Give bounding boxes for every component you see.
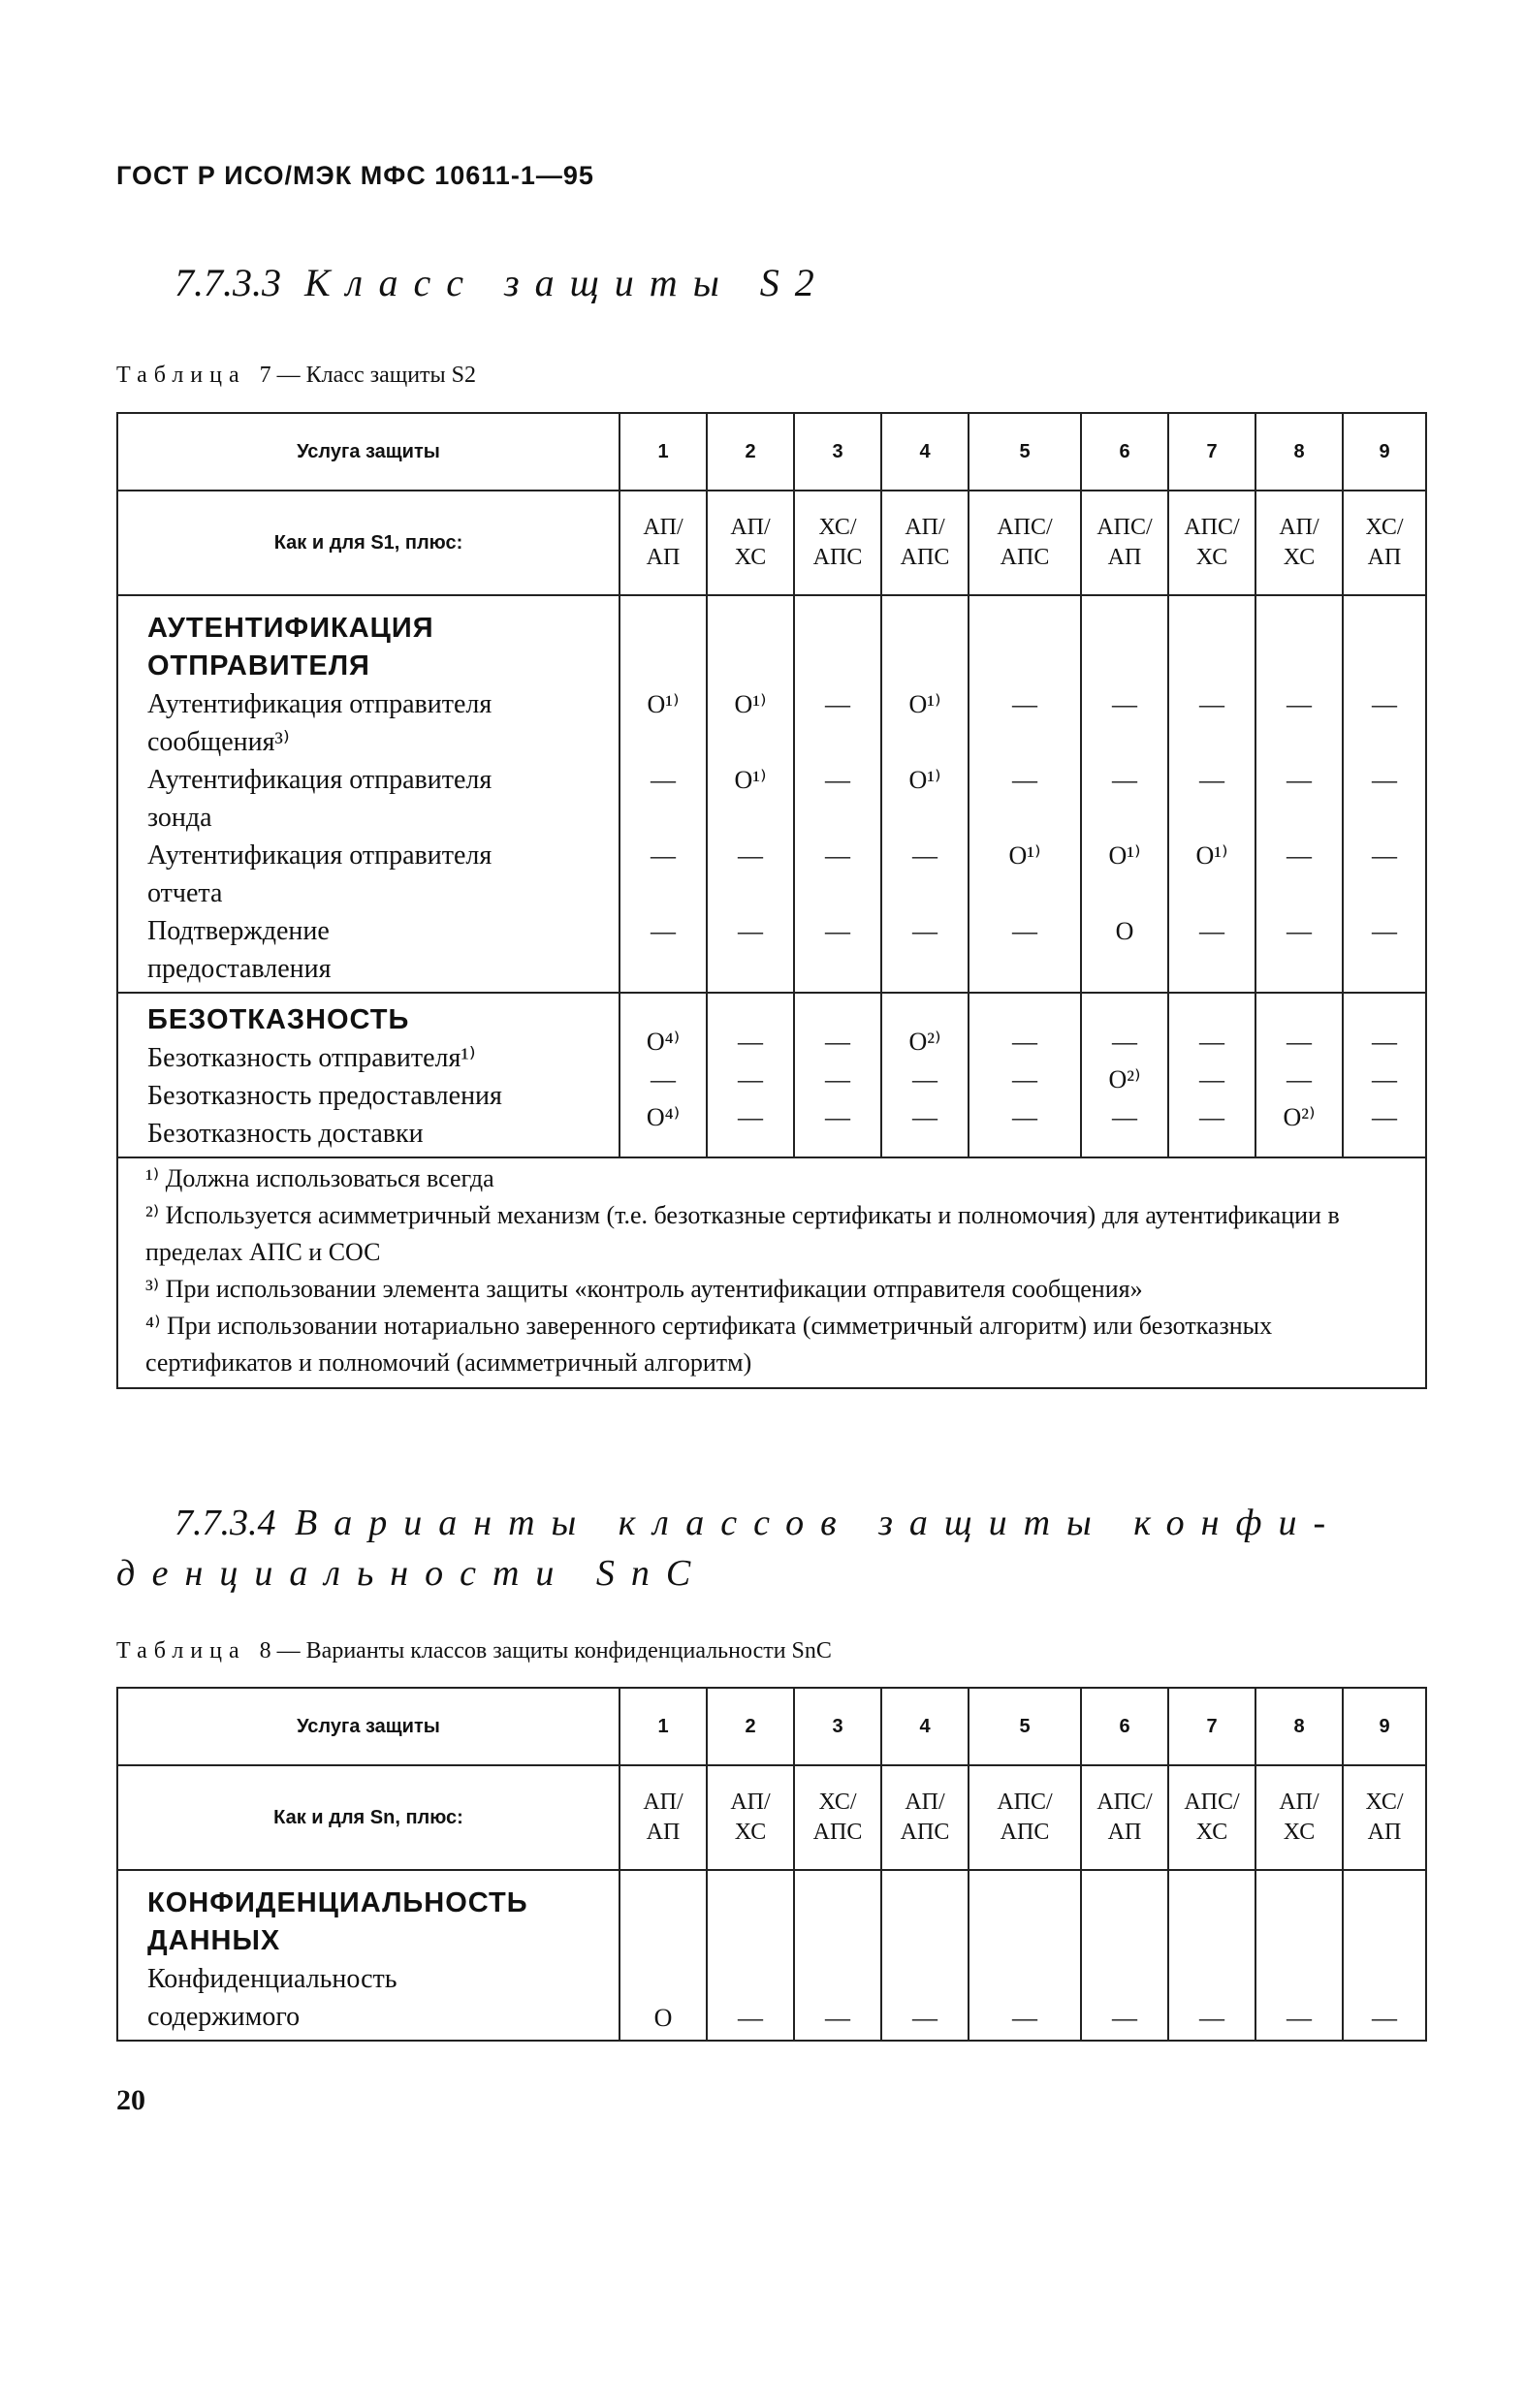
col-number-2: 2 bbox=[707, 413, 794, 491]
col-subheader-4 bbox=[881, 1765, 969, 1870]
subheader-line: ХС/ bbox=[818, 1790, 857, 1815]
value-cell: — bbox=[1287, 766, 1312, 794]
subheader-line: АП/ bbox=[1279, 515, 1319, 540]
col-subheader-2 bbox=[707, 491, 794, 595]
value-cell: — bbox=[651, 1065, 676, 1093]
row-label-line: БЕЗОТКАЗНОСТЬ bbox=[147, 1004, 410, 1035]
value-cell: — bbox=[1372, 1103, 1397, 1131]
table7-notes bbox=[117, 1157, 1426, 1388]
subheader-line: ХС bbox=[1195, 1820, 1228, 1845]
value-cell: — bbox=[738, 1103, 763, 1131]
table7-subheader-row bbox=[117, 491, 1426, 595]
table8-head-label: Услуга защиты bbox=[117, 1688, 620, 1765]
subheader-line: ХС bbox=[734, 1820, 767, 1845]
row-label-line: Безотказность доставки bbox=[147, 1119, 424, 1149]
col-subheader-9 bbox=[1343, 1765, 1426, 1870]
value-cell: — bbox=[825, 766, 850, 794]
value-column-1 bbox=[620, 595, 707, 993]
value-cell: — bbox=[912, 1065, 937, 1093]
subheader-line: АПС bbox=[900, 1820, 950, 1845]
subheader-line: АП/ bbox=[1279, 1790, 1319, 1815]
value-cell: О¹⁾ bbox=[1108, 841, 1141, 870]
subheader-line: АПС bbox=[1000, 545, 1050, 570]
subheader-line: АП/ bbox=[643, 1790, 683, 1815]
subheader-line: АП bbox=[646, 545, 681, 570]
value-cell: — bbox=[1287, 2004, 1312, 2032]
value-cell: — bbox=[1199, 690, 1224, 718]
row-label-line: Конфиденциальность bbox=[147, 1964, 397, 1994]
col-subheader-6 bbox=[1081, 491, 1168, 595]
subheader-line: АПС bbox=[812, 1820, 863, 1845]
value-column-3 bbox=[794, 595, 881, 993]
col-number-8: 8 bbox=[1255, 1688, 1343, 1765]
col-subheader-3 bbox=[794, 491, 881, 595]
value-column-5 bbox=[969, 595, 1081, 993]
value-column-5 bbox=[969, 1870, 1081, 2041]
subheader-line: АП/ bbox=[643, 515, 683, 540]
subheader-line: АПС/ bbox=[1096, 515, 1153, 540]
subheader-line: АП/ bbox=[905, 515, 945, 540]
value-cell: — bbox=[1199, 917, 1224, 945]
footnote-1: ¹⁾ Должна использоваться всегда bbox=[145, 1164, 494, 1192]
row-label-line: Безотказность отправителя¹⁾ bbox=[147, 1043, 476, 1073]
row-label-line: Аутентификация отправителя bbox=[147, 840, 492, 871]
value-cell: — bbox=[1372, 1065, 1397, 1093]
value-cell: — bbox=[738, 841, 763, 870]
value-column-4 bbox=[881, 595, 969, 993]
value-column-4 bbox=[881, 1870, 969, 2041]
subheader-line: АП bbox=[646, 1820, 681, 1845]
value-column-9 bbox=[1343, 595, 1426, 993]
subheader-line: АП bbox=[1367, 545, 1402, 570]
col-number-1: 1 bbox=[620, 413, 707, 491]
row-label-line: сообщения³⁾ bbox=[147, 727, 290, 757]
col-subheader-6 bbox=[1081, 1765, 1168, 1870]
value-cell: — bbox=[651, 766, 676, 794]
table7-notes-row bbox=[117, 1157, 1426, 1388]
value-column-2 bbox=[707, 1870, 794, 2041]
subheader-line: АП/ bbox=[730, 1790, 771, 1815]
subheader-line: АП bbox=[1107, 1820, 1142, 1845]
value-cell: — bbox=[1012, 766, 1037, 794]
col-subheader-3 bbox=[794, 1765, 881, 1870]
subheader-line: ХС bbox=[1283, 545, 1316, 570]
value-column-6 bbox=[1081, 595, 1168, 993]
subheader-line: АП/ bbox=[730, 515, 771, 540]
col-number-3: 3 bbox=[794, 413, 881, 491]
subheader-line: АПС/ bbox=[997, 1790, 1053, 1815]
subheader-line: АП/ bbox=[905, 1790, 945, 1815]
value-cell: — bbox=[825, 1103, 850, 1131]
value-column-1 bbox=[620, 993, 707, 1157]
subheader-line: АП bbox=[1367, 1820, 1402, 1845]
value-column-9 bbox=[1343, 993, 1426, 1157]
value-cell: — bbox=[825, 2004, 850, 2032]
table7-header-row bbox=[117, 413, 1426, 491]
value-cell: — bbox=[1199, 1065, 1224, 1093]
value-cell: О bbox=[1115, 917, 1134, 945]
value-cell: — bbox=[1372, 1028, 1397, 1056]
value-cell: О⁴⁾ bbox=[646, 1103, 681, 1131]
section-title-line1: Варианты классов защиты конфи- bbox=[295, 1503, 1343, 1543]
value-cell: — bbox=[1287, 917, 1312, 945]
col-number-4: 4 bbox=[881, 413, 969, 491]
table7-group-nonrepudiation bbox=[117, 993, 1426, 1157]
value-column-6 bbox=[1081, 993, 1168, 1157]
value-column-3 bbox=[794, 993, 881, 1157]
value-column-7 bbox=[1168, 595, 1255, 993]
subheader-line: АП bbox=[1107, 545, 1142, 570]
value-cell: — bbox=[738, 1028, 763, 1056]
value-cell: — bbox=[738, 917, 763, 945]
value-cell: — bbox=[1012, 1065, 1037, 1093]
col-subheader-1 bbox=[620, 1765, 707, 1870]
value-cell: — bbox=[1372, 917, 1397, 945]
value-cell: — bbox=[1112, 1103, 1137, 1131]
col-number-5: 5 bbox=[969, 1688, 1081, 1765]
value-cell: — bbox=[651, 841, 676, 870]
row-label-line: ДАННЫХ bbox=[147, 1925, 281, 1956]
section-title: Класс защиты S2 bbox=[304, 261, 830, 304]
subheader-line: АПС bbox=[812, 545, 863, 570]
value-cell: — bbox=[1199, 766, 1224, 794]
subheader-line: АПС/ bbox=[1096, 1790, 1153, 1815]
col-subheader-2 bbox=[707, 1765, 794, 1870]
row-label-line: зонда bbox=[147, 803, 212, 833]
value-cell: — bbox=[1012, 690, 1037, 718]
value-cell: — bbox=[1372, 2004, 1397, 2032]
row-label-line: АУТЕНТИФИКАЦИЯ bbox=[147, 613, 434, 644]
col-number-1: 1 bbox=[620, 1688, 707, 1765]
value-cell: — bbox=[738, 1065, 763, 1093]
value-column-2 bbox=[707, 595, 794, 993]
value-cell: — bbox=[1287, 1065, 1312, 1093]
col-number-6: 6 bbox=[1081, 1688, 1168, 1765]
value-cell: О²⁾ bbox=[1283, 1103, 1316, 1131]
col-subheader-7 bbox=[1168, 1765, 1255, 1870]
subheader-line: ХС bbox=[1283, 1820, 1316, 1845]
footnote-2: ²⁾ Используется асимметричный механизм (т.е. безотказные сертификаты и полномочия) для аутентификации в пределах АПС и СОС bbox=[145, 1201, 1340, 1266]
col-subheader-5 bbox=[969, 1765, 1081, 1870]
value-cell: — bbox=[825, 917, 850, 945]
value-cell: О²⁾ bbox=[1108, 1065, 1141, 1093]
col-subheader-9 bbox=[1343, 491, 1426, 595]
subheader-line: ХС bbox=[734, 545, 767, 570]
table8-header-row bbox=[117, 1688, 1426, 1765]
value-cell: О¹⁾ bbox=[1195, 841, 1228, 870]
col-number-7: 7 bbox=[1168, 1688, 1255, 1765]
table8-subheader-row bbox=[117, 1765, 1426, 1870]
value-cell: — bbox=[1112, 1028, 1137, 1056]
value-cell: — bbox=[1287, 1028, 1312, 1056]
subheader-line: АПС bbox=[1000, 1820, 1050, 1845]
caption-word: Таблица bbox=[116, 363, 246, 388]
subheader-line: ХС/ bbox=[1365, 1790, 1404, 1815]
value-cell: — bbox=[1199, 1028, 1224, 1056]
value-cell: — bbox=[825, 1065, 850, 1093]
row-label-line: содержимого bbox=[147, 2002, 301, 2032]
table8-group1-label bbox=[117, 1870, 620, 2041]
value-cell: — bbox=[912, 841, 937, 870]
table7-sub-label: Как и для S1, плюс: bbox=[117, 491, 620, 595]
table7-group2-label bbox=[117, 993, 620, 1157]
value-column-8 bbox=[1255, 1870, 1343, 2041]
row-label-line: Подтверждение bbox=[147, 916, 330, 946]
value-cell: О¹⁾ bbox=[647, 690, 680, 718]
col-subheader-4 bbox=[881, 491, 969, 595]
value-cell: — bbox=[1372, 766, 1397, 794]
value-cell: О⁴⁾ bbox=[646, 1028, 681, 1056]
footnote-4: ⁴⁾ При использовании нотариально заверенного сертификата (симметричный алгоритм) или безотказных сертификатов и полномочий (асимметричный алгоритм) bbox=[145, 1312, 1273, 1377]
value-cell: — bbox=[912, 2004, 937, 2032]
value-column-8 bbox=[1255, 993, 1343, 1157]
row-label-line: предоставления bbox=[147, 954, 332, 984]
table8-group-confidentiality bbox=[117, 1870, 1426, 2041]
value-column-7 bbox=[1168, 993, 1255, 1157]
value-cell: — bbox=[825, 841, 850, 870]
value-column-5 bbox=[969, 993, 1081, 1157]
col-number-7: 7 bbox=[1168, 413, 1255, 491]
table7-head-label: Услуга защиты bbox=[117, 413, 620, 491]
value-cell: — bbox=[738, 2004, 763, 2032]
row-label-line: КОНФИДЕНЦИАЛЬНОСТЬ bbox=[147, 1887, 528, 1918]
value-column-3 bbox=[794, 1870, 881, 2041]
value-cell: — bbox=[1372, 841, 1397, 870]
value-cell: — bbox=[1012, 917, 1037, 945]
footnote-3: ³⁾ При использовании элемента защиты «контроль аутентификации отправителя сообщения» bbox=[145, 1275, 1143, 1303]
subheader-line: АПС/ bbox=[997, 515, 1053, 540]
subheader-line: АПС/ bbox=[1184, 1790, 1240, 1815]
col-number-9: 9 bbox=[1343, 413, 1426, 491]
value-cell: — bbox=[1112, 2004, 1137, 2032]
value-cell: О¹⁾ bbox=[734, 766, 767, 794]
value-column-6 bbox=[1081, 1870, 1168, 2041]
col-subheader-5 bbox=[969, 491, 1081, 595]
caption-word: Таблица bbox=[116, 1638, 246, 1663]
value-column-7 bbox=[1168, 1870, 1255, 2041]
value-cell: — bbox=[1012, 1103, 1037, 1131]
col-number-9: 9 bbox=[1343, 1688, 1426, 1765]
col-subheader-8 bbox=[1255, 491, 1343, 595]
col-number-6: 6 bbox=[1081, 413, 1168, 491]
value-cell: — bbox=[912, 1103, 937, 1131]
value-cell: — bbox=[1012, 1028, 1037, 1056]
col-number-8: 8 bbox=[1255, 413, 1343, 491]
value-cell: О bbox=[653, 2004, 673, 2032]
section-number: 7.7.3.3 bbox=[175, 261, 281, 304]
page-number: 20 bbox=[116, 2084, 145, 2116]
value-cell: О¹⁾ bbox=[908, 766, 941, 794]
value-column-4 bbox=[881, 993, 969, 1157]
value-cell: — bbox=[1199, 2004, 1224, 2032]
caption-text: 8 — Варианты классов защиты конфиденциальности SnC bbox=[259, 1638, 832, 1663]
subheader-line: ХС bbox=[1195, 545, 1228, 570]
col-subheader-1 bbox=[620, 491, 707, 595]
value-cell: — bbox=[1112, 766, 1137, 794]
table8-caption bbox=[116, 1638, 832, 1664]
value-cell: О¹⁾ bbox=[908, 690, 941, 718]
value-column-1 bbox=[620, 1870, 707, 2041]
value-column-8 bbox=[1255, 595, 1343, 993]
row-label-line: отчета bbox=[147, 878, 223, 908]
value-cell: О¹⁾ bbox=[1008, 841, 1041, 870]
section-title-line2: денциальности SnC bbox=[116, 1553, 708, 1594]
value-cell: — bbox=[651, 917, 676, 945]
col-number-3: 3 bbox=[794, 1688, 881, 1765]
section-heading-s2 bbox=[175, 260, 830, 305]
subheader-line: ХС/ bbox=[1365, 515, 1404, 540]
value-cell: — bbox=[1112, 690, 1137, 718]
caption-text: 7 — Класс защиты S2 bbox=[259, 363, 477, 388]
value-cell: — bbox=[825, 690, 850, 718]
section-heading-snc bbox=[116, 1498, 1343, 1599]
value-cell: — bbox=[1287, 690, 1312, 718]
subheader-line: АПС bbox=[900, 545, 950, 570]
table7 bbox=[116, 412, 1427, 1389]
value-cell: — bbox=[825, 1028, 850, 1056]
table7-caption bbox=[116, 363, 476, 389]
row-label-line: Аутентификация отправителя bbox=[147, 765, 492, 795]
table8 bbox=[116, 1687, 1427, 2042]
value-cell: — bbox=[1287, 841, 1312, 870]
value-cell: — bbox=[912, 917, 937, 945]
value-cell: — bbox=[1012, 2004, 1037, 2032]
document-header: ГОСТ Р ИСО/МЭК МФС 10611-1—95 bbox=[116, 161, 594, 190]
table7-group1-label bbox=[117, 595, 620, 993]
col-number-2: 2 bbox=[707, 1688, 794, 1765]
value-column-2 bbox=[707, 993, 794, 1157]
row-label-line: ОТПРАВИТЕЛЯ bbox=[147, 650, 370, 681]
subheader-line: ХС/ bbox=[818, 515, 857, 540]
value-cell: — bbox=[1372, 690, 1397, 718]
value-cell: О²⁾ bbox=[908, 1028, 941, 1056]
row-label-line: Безотказность предоставления bbox=[147, 1081, 502, 1111]
table7-group-authentication bbox=[117, 595, 1426, 993]
col-subheader-7 bbox=[1168, 491, 1255, 595]
col-number-5: 5 bbox=[969, 413, 1081, 491]
section-number: 7.7.3.4 bbox=[175, 1503, 276, 1543]
col-subheader-8 bbox=[1255, 1765, 1343, 1870]
col-number-4: 4 bbox=[881, 1688, 969, 1765]
row-label-line: Аутентификация отправителя bbox=[147, 689, 492, 719]
value-cell: — bbox=[1199, 1103, 1224, 1131]
table8-sub-label: Как и для Sn, плюс: bbox=[117, 1765, 620, 1870]
subheader-line: АПС/ bbox=[1184, 515, 1240, 540]
value-column-9 bbox=[1343, 1870, 1426, 2041]
value-cell: О¹⁾ bbox=[734, 690, 767, 718]
